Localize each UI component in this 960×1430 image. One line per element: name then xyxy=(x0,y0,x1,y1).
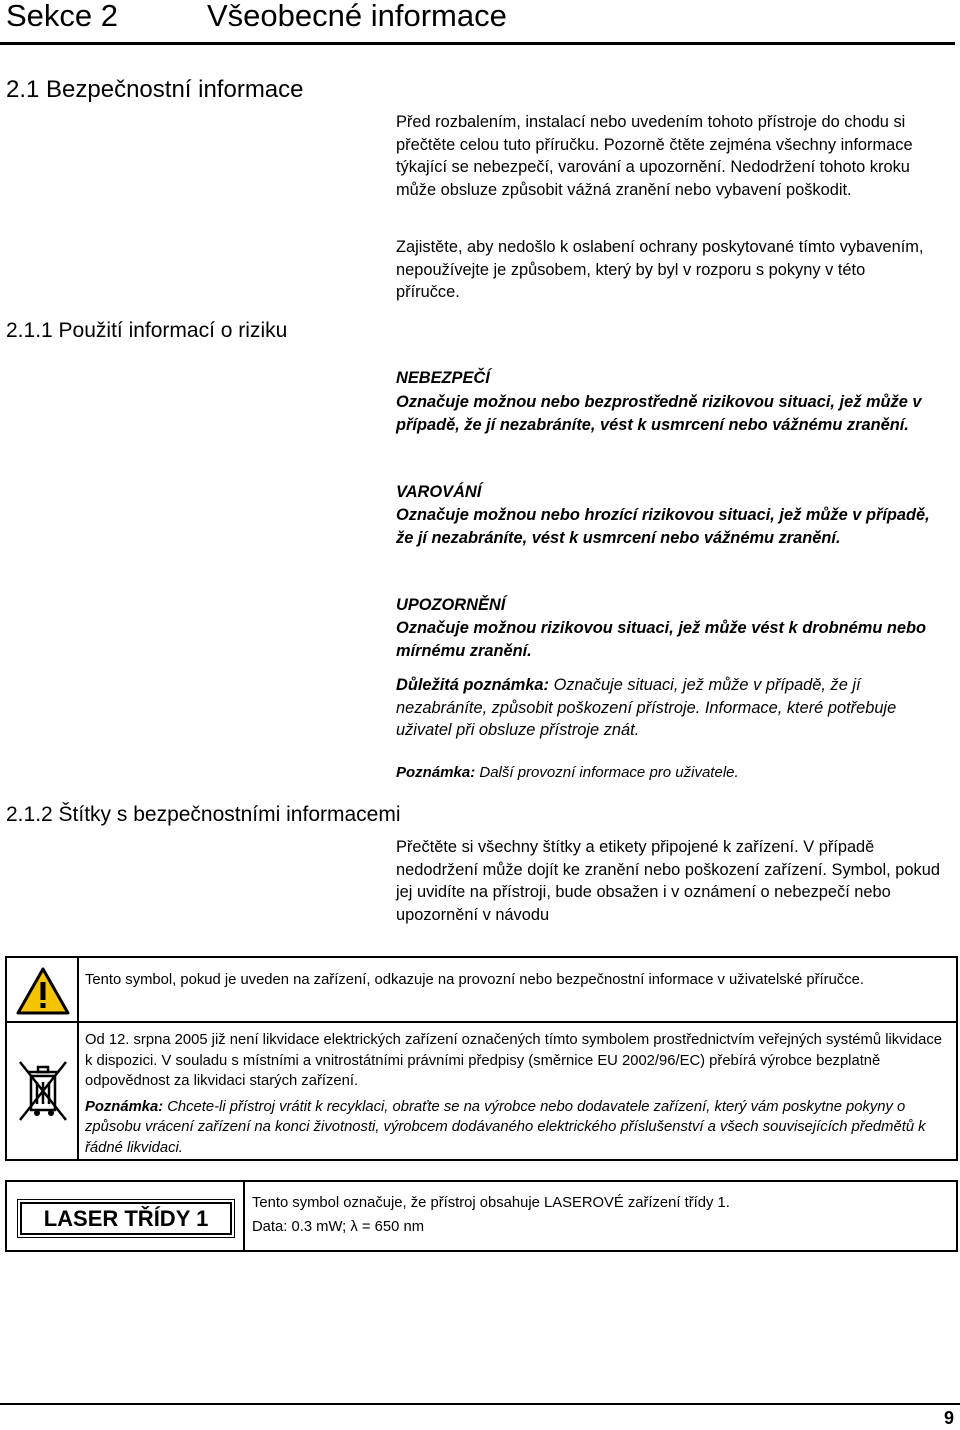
table-row-divider xyxy=(7,1021,956,1023)
row2-main-text: Od 12. srpna 2005 již není likvidace elektrických zařízení označených tímto symbolem prostřednictvím veřejných systémů likvidace k dispozici. V souladu s místními a vnitrostátními právními předpisy (směrnice EU 2002/96/EC) přebírá výrobce bezplatně odpovědnost za likvidaci starých zařízení. xyxy=(85,1032,942,1089)
title-divider xyxy=(0,42,955,45)
note-text: Další provozní informace pro uživatele. xyxy=(475,764,739,781)
subsection-title: 2.1 Bezpečnostní informace xyxy=(6,76,304,103)
danger-text: Označuje možnou nebo bezprostředně rizikovou situaci, jež může v případě, že jí nezabráníte, vést k usmrcení nebo vážnému zranění. xyxy=(396,393,922,434)
important-note-text: Označuje situaci, jež může v případě, že jí nezabráníte, způsobit poškození přístroje. Informace, které potřebuje uživatel při obsluze přístroje znát. xyxy=(396,676,897,740)
important-note-label: Důležitá poznámka: xyxy=(396,676,550,694)
table-column-divider xyxy=(77,958,79,1159)
warning-triangle-icon xyxy=(15,966,71,1016)
row2-note xyxy=(85,1097,950,1159)
section-number: Sekce 2 xyxy=(6,0,119,33)
laser-table xyxy=(5,1180,958,1252)
laser-class-badge: LASER TŘÍDY 1 xyxy=(20,1202,232,1235)
intro-paragraph-2: Zajistěte, aby nedošlo k oslabení ochrany poskytované tímto vybavením, nepoužívejte je způsobem, který by byl v rozporu s pokyny v této příručce. xyxy=(396,238,924,302)
caution-label: UPOZORNĚNÍ xyxy=(396,596,506,614)
danger-label: NEBEZPEČÍ xyxy=(396,369,490,387)
row1-text: Tento symbol, pokud je uveden na zařízení, odkazuje na provozní nebo bezpečnostní informace v uživatelské příručce. xyxy=(85,972,864,988)
warning-label: VAROVÁNÍ xyxy=(396,483,482,501)
note xyxy=(396,762,956,785)
section-title: Všeobecné informace xyxy=(207,0,507,33)
laser-data: Data: 0.3 mW; λ = 650 nm xyxy=(252,1219,425,1235)
symbols-table xyxy=(5,956,958,1161)
important-note xyxy=(396,674,941,742)
labels-heading: 2.1.2 Štítky s bezpečnostními informacemi xyxy=(6,803,401,826)
note-label: Poznámka: xyxy=(396,764,476,781)
laser-table-divider xyxy=(243,1182,245,1250)
crossed-bin-icon xyxy=(15,1058,71,1124)
warning-text: Označuje možnou nebo hrozící rizikovou situaci, jež může v případě, že jí nezabráníte, vést k usmrcení nebo vážnému zranění. xyxy=(396,506,930,547)
caution-text: Označuje možnou rizikovou situaci, jež může vést k drobnému nebo mírnému zranění. xyxy=(396,619,927,660)
row2-note-text: Chcete-li přístroj vrátit k recyklaci, obraťte se na výrobce nebo dodavatele zařízení, který vám poskytne pokyny o způsobu vrácení zařízení na konci životnosti, výrobcem dodávaného elektrického příslušenství a všech souvisejících předmětů k řádné likvidaci. xyxy=(85,1098,926,1156)
footer-divider xyxy=(0,1403,960,1405)
row2-text xyxy=(85,1030,950,1158)
laser-text: Tento symbol označuje, že přístroj obsahuje LASEROVÉ zařízení třídy 1. xyxy=(252,1195,730,1211)
risk-info-heading: 2.1.1 Použití informací o riziku xyxy=(6,319,288,342)
row2-note-label: Poznámka: xyxy=(85,1098,164,1115)
labels-paragraph: Přečtěte si všechny štítky a etikety připojené k zařízení. V případě nedodržení může dojít ke zranění nebo poškození zařízení. Symbol, pokud jej uvidíte na přístroji, bude obsažen i v oznámení o nebezpečí nebo upozornění v návodu xyxy=(396,838,940,924)
page-number: 9 xyxy=(943,1408,954,1428)
intro-paragraph-1: Před rozbalením, instalací nebo uvedením tohoto přístroje do chodu si přečtěte celou tuto příručku. Pozorně čtěte zejména všechny informace týkající se nebezpečí, varování a upozornění. Nedodržení tohoto kroku může obsluze způsobit vážná zranění nebo vybavení poškodit. xyxy=(396,113,913,199)
